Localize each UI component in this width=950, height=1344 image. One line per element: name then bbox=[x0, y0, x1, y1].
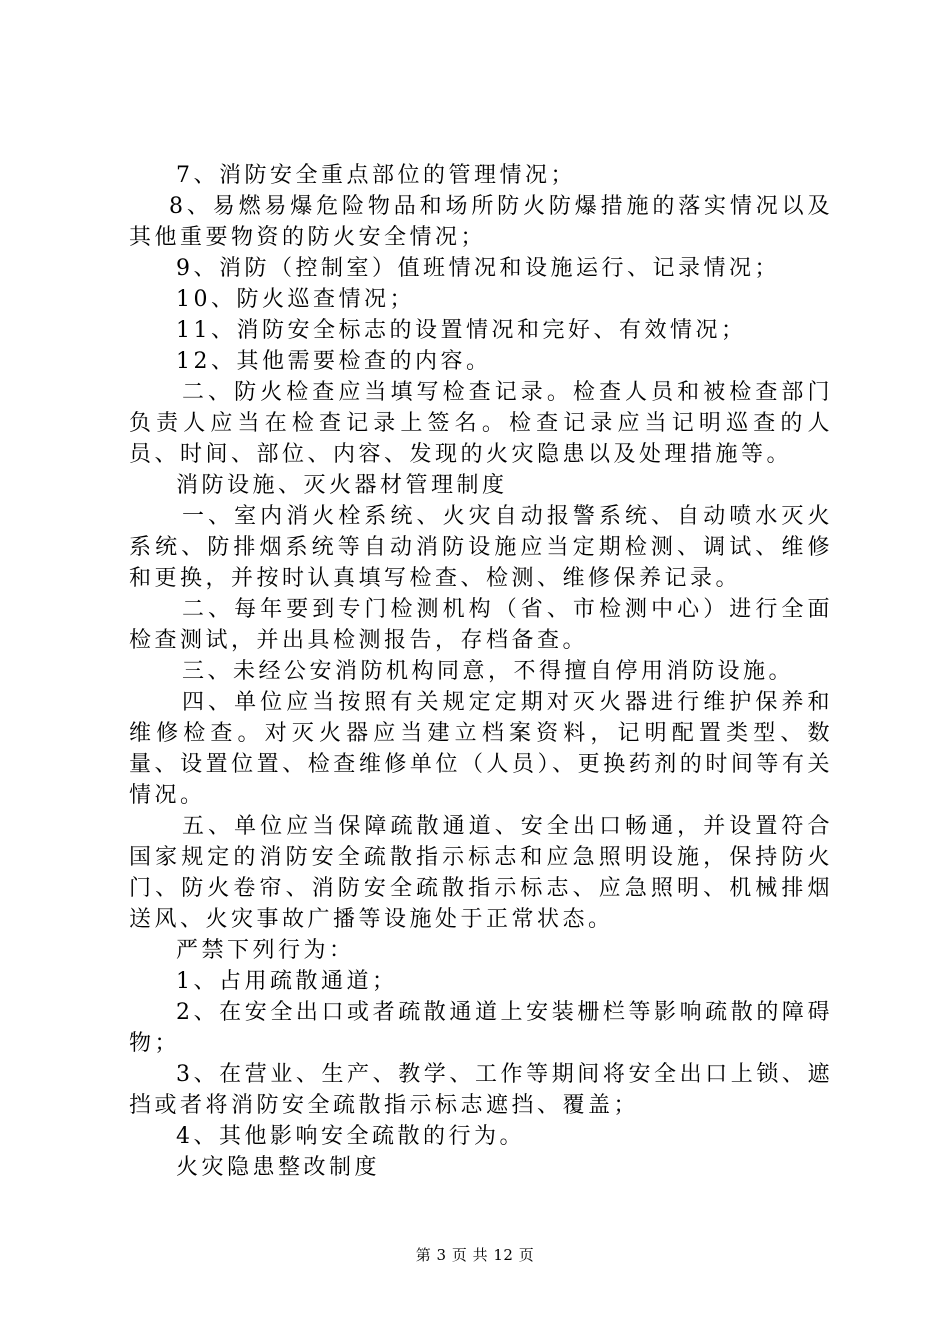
paragraph-3: 9、消防（控制室）值班情况和设施运行、记录情况； bbox=[176, 256, 780, 281]
paragraph-18: 4、其他影响安全疏散的行为。 bbox=[176, 1124, 525, 1149]
paragraph-4: 10、防火巡查情况； bbox=[176, 287, 415, 312]
paragraph-17: 3、在营业、生产、教学、工作等期间将安全出口上锁、遮挡或者将消防安全疏散指示标志遮挡、覆盖； bbox=[129, 1062, 833, 1118]
paragraph-7: 二、防火检查应当填写检查记录。检查人员和被检查部门负责人应当在检查记录上签名。检查记录应当记明巡查的人员、时间、部位、内容、发现的火灾隐患以及处理措施等。 bbox=[129, 380, 833, 467]
paragraph-16: 2、在安全出口或者疏散通道上安装栅栏等影响疏散的障碍物； bbox=[129, 1000, 833, 1056]
paragraph-1: 7、消防安全重点部位的管理情况； bbox=[176, 163, 576, 188]
document-body bbox=[129, 160, 833, 1183]
page-number-footer: 第 3 页 共 12 页 bbox=[415, 1246, 535, 1264]
section-heading-hazard-rectification: 火灾隐患整改制度 bbox=[176, 1155, 381, 1180]
paragraph-13: 五、单位应当保障疏散通道、安全出口畅通，并设置符合国家规定的消防安全疏散指示标志和应急照明设施，保持防火门、防火卷帘、消防安全疏散指示标志、应急照明、机械排烟送风、火灾事故广播等设施处于正常状态。 bbox=[129, 814, 833, 932]
paragraph-5: 11、消防安全标志的设置情况和完好、有效情况； bbox=[176, 318, 747, 343]
paragraph-2: 8、易燃易爆危险物品和场所防火防爆措施的落实情况以及其他重要物资的防火安全情况； bbox=[129, 194, 833, 250]
paragraph-10: 二、每年要到专门检测机构（省、市检测中心）进行全面检查测试，并出具检测报告，存档备查。 bbox=[129, 597, 833, 653]
paragraph-15: 1、占用疏散通道； bbox=[176, 969, 398, 994]
section-heading-fire-facilities: 消防设施、灭火器材管理制度 bbox=[176, 473, 508, 498]
paragraph-11: 三、未经公安消防机构同意，不得擅自停用消防设施。 bbox=[182, 659, 795, 684]
paragraph-9: 一、室内消火栓系统、火灾自动报警系统、自动喷水灭火系统、防排烟系统等自动消防设施应当定期检测、调试、维修和更换，并按时认真填写检查、检测、维修保养记录。 bbox=[129, 504, 833, 591]
paragraph-12: 四、单位应当按照有关规定定期对灭火器进行维护保养和维修检查。对灭火器应当建立档案资料，记明配置类型、数量、设置位置、检查维修单位（人员）、更换药剂的时间等有关情况。 bbox=[129, 690, 833, 808]
paragraph-6: 12、其他需要检查的内容。 bbox=[176, 349, 492, 374]
section-heading-prohibited: 严禁下列行为： bbox=[176, 938, 355, 963]
